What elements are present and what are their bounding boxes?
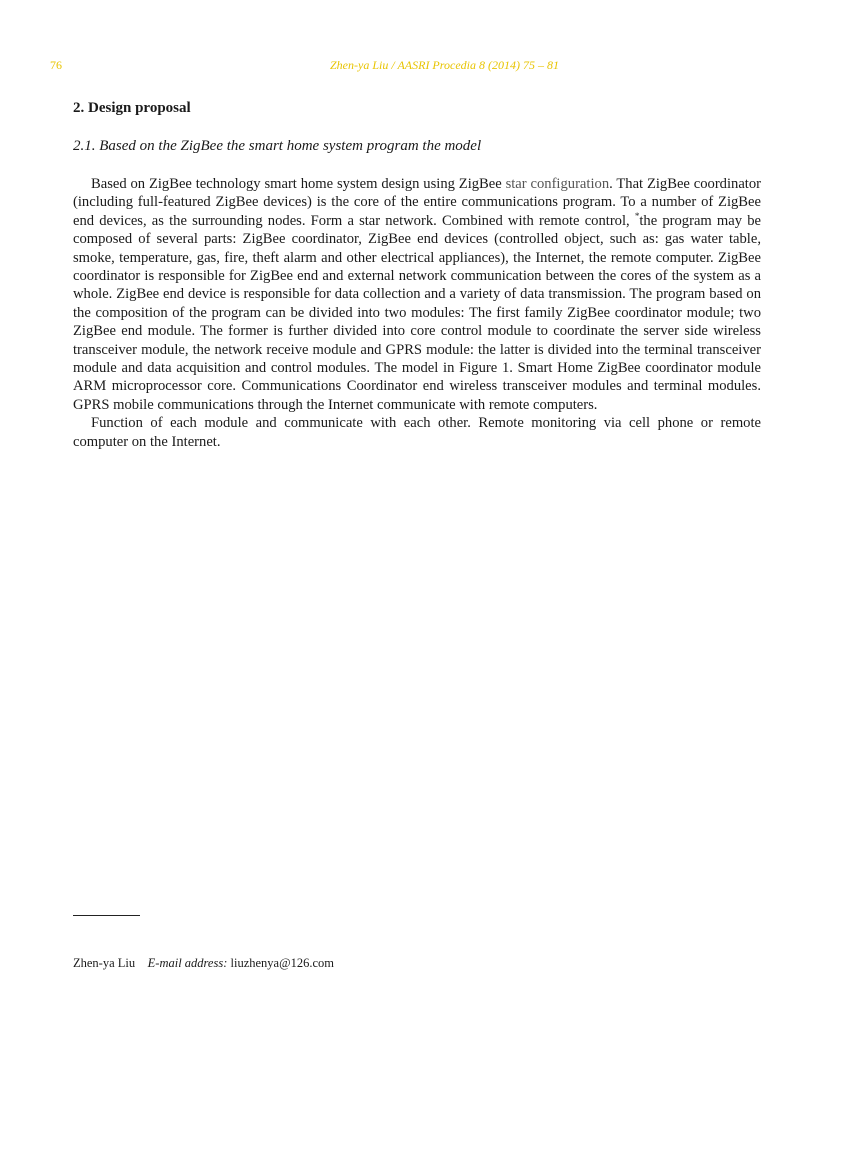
paragraph-1-part-1: Based on ZigBee technology smart home system design using ZigBee (91, 176, 506, 192)
body-text (73, 175, 761, 451)
paragraph-2: Function of each module and communicate with each other. Remote monitoring via cell phone or remote computer on the Internet. (73, 415, 761, 450)
paragraph-1 (73, 175, 761, 414)
footnote-email: liuzhenya@126.com (230, 956, 335, 970)
footnote (73, 956, 334, 971)
running-title: Zhen-ya Liu / AASRI Procedia 8 (2014) 75 – 81 (330, 58, 559, 72)
paragraph-1-part-2: . That ZigBee coordinator (including full-featured ZigBee devices) is the core of the entire communications program. To a number of ZigBee end devices, as the surrounding nodes. Form a star network. Combined with remote control, (73, 176, 762, 229)
footnote-email-label: E-mail address: (147, 956, 228, 970)
paragraph-1-part-3: the program may be composed of several parts: ZigBee coordinator, ZigBee end devices (controlled object, such as: gas water table, smoke, temperature, gas, fire, theft alarm and other electrical appliances), the Internet, the remote computer. ZigBee coordinator is responsible for ZigBee end and external network communication between the cores of the system as a whole. ZigBee end device is responsible for data collection and a variety of data transmission. The program based on the composition of the program can be divided into two modules: The first family ZigBee coordinator module; two ZigBee end module. The former is further divided into core control module to coordinate the server side wireless transceiver module, the network receive module and GPRS module: the latter is divided into the terminal transceiver module and data acquisition and control modules. The model in Figure 1. Smart Home ZigBee coordinator module ARM microprocessor core. Communications Coordinator end wireless transceiver modules and terminal modules. GPRS mobile communications through the Internet communicate with remote computers. (73, 212, 761, 413)
footnote-mark: * (634, 210, 640, 221)
subsection-heading: 2.1. Based on the ZigBee the smart home system program the model (73, 138, 482, 154)
footnote-author: Zhen-ya Liu (73, 956, 136, 970)
section-heading: 2. Design proposal (73, 100, 191, 116)
page-number: 76 (50, 58, 62, 72)
star-configuration-term: star configuration (505, 176, 610, 192)
footnote-divider (73, 915, 140, 916)
